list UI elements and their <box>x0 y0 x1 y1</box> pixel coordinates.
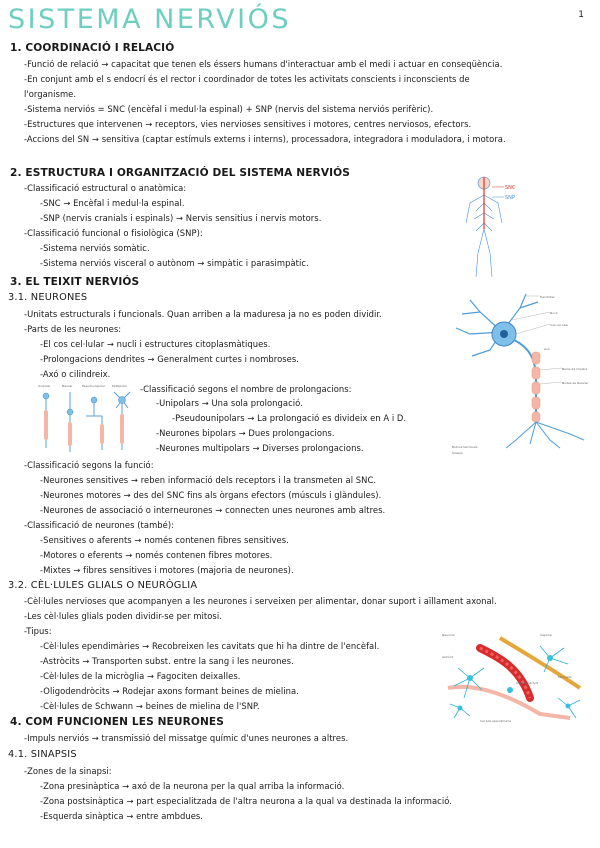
s3-line: -Neurones motores → des del SNC fins als òrgans efectors (músculs i glàndules). <box>40 490 382 500</box>
s4-line: -Zona presinàptica → axó de la neurona per la qual arriba la informació. <box>40 781 345 791</box>
type-label-bipolar: Bipolar <box>62 384 73 388</box>
type-label-pseudounipolar: Pseudounipolar <box>82 384 106 388</box>
glial-cells-figure <box>440 628 590 724</box>
s3-line: -El cos cel·lular → nucli i estructures citoplasmàtiques. <box>40 339 271 349</box>
body-label-snc: SNC <box>505 185 516 191</box>
s1-line: -Estructures que intervenen → receptors, vies nervioses sensitives i motores, centres nerviosos, efectors. <box>24 119 472 129</box>
s3-glia-line: -Astròcits → Transporten subst. entre la sang i les neurones. <box>40 656 294 666</box>
s3-line: -Pseudounipolars → La prolongació es divideix en A i D. <box>172 413 407 423</box>
neuron-label-terminals: Botons terminals <box>452 445 478 449</box>
s3-glia-line: -Oligodendròcits → Rodejar axons formant beines de mielina. <box>40 686 299 696</box>
s3-glia-line: -Cèl·lules ependimàries → Recobreixen les cavitats que hi ha dintre de l'encèfal. <box>40 641 380 651</box>
s1-line: l'organisme. <box>24 89 77 99</box>
s3-line: -Classificació segons la funció: <box>24 460 154 470</box>
page-title: SISTEMA NERVIÓS <box>8 4 292 35</box>
s2-line: -SNP (nervis cranials i espinals) → Nervis sensitius i nervis motors. <box>40 213 322 223</box>
neuron-label-axon: Axó <box>544 347 550 351</box>
section-3-heading: 3. EL TEIXIT NERVIÓS <box>10 276 140 288</box>
s2-line: -SNC → Encèfal i medul·la espinal. <box>40 198 185 208</box>
s3-glia-line: -Cèl·lules de Schwann → beines de mielina de l'SNP. <box>40 701 260 711</box>
s3-line: -Neurones bipolars → Dues prolongacions. <box>156 428 335 438</box>
s3-line: -Neurones sensitives → reben informació dels receptors i la transmeten al SNC. <box>40 475 377 485</box>
glia-label-microglia: Microglia <box>558 675 572 679</box>
s1-line: -En conjunt amb el s endocrí és el rector i coordinador de totes les activitats conscients i inconscients de <box>24 74 470 84</box>
s2-line: -Classificació funcional o fisiològica (SNP): <box>24 228 203 238</box>
glia-label-neuron: Neurona <box>442 633 455 637</box>
glia-label-oligodendrocyte: Oligodendròcit <box>516 681 538 685</box>
s3-line: -Prolongacions dendrites → Generalment curtes i nombroses. <box>40 354 300 364</box>
neuron-label-myelin: Beina de mielina <box>562 367 588 371</box>
section-4-heading: 4. COM FUNCIONEN LES NEURONES <box>10 716 224 728</box>
s3-glia-line: -Tipus: <box>24 626 52 636</box>
page-number: 1 <box>578 10 584 20</box>
subsection-3-2: 3.2. CÈL·LULES GLIALS O NEURÒGLIA <box>8 580 198 591</box>
section-2-heading: 2. ESTRUCTURA I ORGANITZACIÓ DEL SISTEMA NERVIÓS <box>10 167 350 179</box>
neuron-label-dendrites: Dendrites <box>540 295 555 299</box>
type-label-unipolar: Unipolar <box>38 384 51 388</box>
neuron-label-synapse: Sinapsi <box>452 451 463 455</box>
subsection-4-1: 4.1. SINAPSIS <box>8 749 77 760</box>
s2-line: -Sistema nerviós visceral o autònom → simpàtic i parasimpàtic. <box>40 258 309 268</box>
s2-line: -Sistema nerviós somàtic. <box>40 243 150 253</box>
neuron-types-figure <box>36 382 140 456</box>
s3-line: -Classificació de neurones (també): <box>24 520 175 530</box>
s3-line: -Unipolars → Una sola prolongació. <box>156 398 303 408</box>
nervous-system-body-figure <box>458 173 518 281</box>
s3-line: -Motores o eferents → només contenen fibres motores. <box>40 550 273 560</box>
s1-line: -Accions del SN → sensitiva (captar estímuls externs i interns), processadora, integradora i moduladora, i motora. <box>24 134 506 144</box>
subsection-3-1: 3.1. NEURONES <box>8 292 88 303</box>
s3-glia-line: -Cèl·lules nervioses que acompanyen a les neurones i serveixen per alimentar, donar suport i aïllament axonal. <box>24 596 497 606</box>
s4-line: -Impuls nerviós → transmissió del missatge químic d'unes neurones a altres. <box>24 733 349 743</box>
s3-line: -Mixtes → fibres sensitives i motores (majoria de neurones). <box>40 565 294 575</box>
s4-line: -Esquerda sinàptica → entre ambdues. <box>40 811 204 821</box>
glia-label-ependymal: Cèl·lula ependimària <box>480 719 511 723</box>
glia-label-capillary: Capil·lar <box>540 633 553 637</box>
section-1-heading: 1. COORDINACIÓ I RELACIÓ <box>10 42 175 54</box>
s3-line: -Sensitives o aferents → només contenen fibres sensitives. <box>40 535 289 545</box>
s3-line: -Neurones multipolars → Diverses prolongacions. <box>156 443 364 453</box>
s4-line: -Zona postsinàptica → part especialitzada de l'altra neurona a la qual va destinada la informació. <box>40 796 452 806</box>
s3-line: -Axó o cilindreix. <box>40 369 111 379</box>
s4-line: -Zones de la sinapsi: <box>24 766 112 776</box>
neuron-label-nucleus: Nucli <box>550 311 558 315</box>
s3-line: -Parts de les neurones: <box>24 324 122 334</box>
s3-line: -Classificació segons el nombre de prolongacions: <box>140 384 352 394</box>
s1-line: -Funció de relació → capacitat que tenen els éssers humans d'interactuar amb el medi i actuar en conseqüència. <box>24 59 503 69</box>
glia-label-astrocyte: Astròcit <box>442 655 454 659</box>
body-label-snp: SNP <box>505 195 515 201</box>
s3-glia-line: -Cèl·lules de la micròglia → Fagociten deixalles. <box>40 671 241 681</box>
type-label-multipolar: Multipolar <box>112 384 127 388</box>
s3-glia-line: -Les cèl·lules glials poden dividir-se per mitosi. <box>24 611 222 621</box>
s3-line: -Neurones de associació o interneurones → connecten unes neurones amb altres. <box>40 505 386 515</box>
neuron-label-soma: Cos cel·lular <box>550 323 569 327</box>
s1-line: -Sistema nerviós = SNC (encèfal i medul·la espinal) + SNP (nervis del sistema nerviós perifèric). <box>24 104 434 114</box>
s2-line: -Classificació estructural o anatòmica: <box>24 183 187 193</box>
s3-line: -Unitats estructurals i funcionals. Quan arriben a la maduresa ja no es poden dividir. <box>24 309 382 319</box>
neuron-figure <box>450 290 598 458</box>
neuron-label-ranvier: Nodes de Ranvier <box>562 381 589 385</box>
